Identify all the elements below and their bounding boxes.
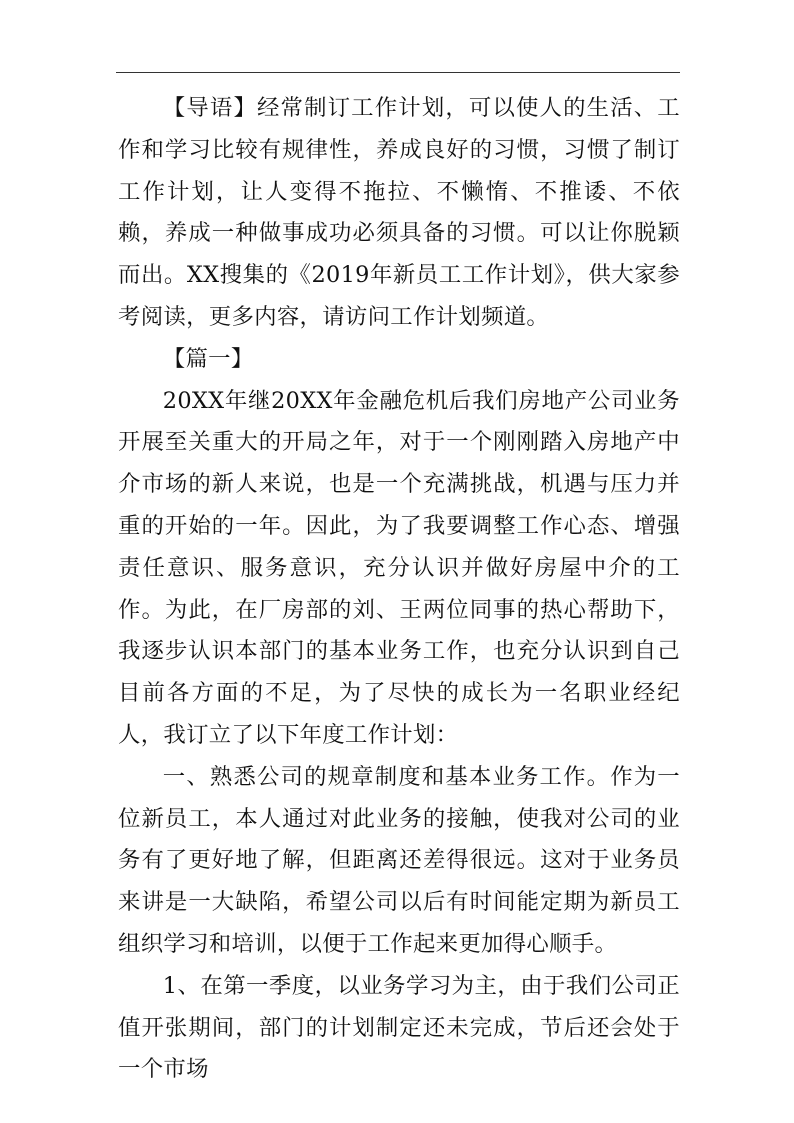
body-paragraph: 20XX年继20XX年金融危机后我们房地产公司业务开展至关重大的开局之年，对于一个刚刚踏入房地产中介市场的新人来说，也是一个充满挑战，机遇与压力并重的开始的一年。因此，为了我要调整工作心态、增强责任意识、服务意识，充分认识并做好房屋中介的工作。为此，在厂房部的刘、王两位同事的热心帮助下，我逐步认识本部门的基本业务工作，也充分认识到自己目前各方面的不足，为了尽快的成长为一名职业经纪人，我订立了以下年度工作计划： — [118, 387, 680, 748]
header-rule — [116, 72, 680, 73]
body-paragraph: 一、熟悉公司的规章制度和基本业务工作。作为一位新员工，本人通过对此业务的接触，使我对公司的业务有了更好地了解，但距离还差得很远。这对于业务员来讲是一大缺陷，希望公司以后有时间能定期为新员工组织学习和培训，以便于工作起来更加得心顺手。 — [118, 763, 680, 957]
body-paragraph: 1、在第一季度，以业务学习为主，由于我们公司正值开张期间，部门的计划制定还未完成，节后还会处于一个市场 — [118, 972, 680, 1083]
section-heading: 【篇一】 — [162, 345, 254, 372]
intro-paragraph: 【导语】经常制订工作计划，可以使人的生活、工作和学习比较有规律性，养成良好的习惯，习惯了制订工作计划，让人变得不拖拉、不懒惰、不推诿、不依赖，养成一种做事成功必须具备的习惯。可以让你脱颖而出。XX搜集的《2019年新员工工作计划》，供大家参考阅读，更多内容，请访问工作计划频道。 — [118, 95, 680, 330]
document-body — [118, 88, 680, 1091]
